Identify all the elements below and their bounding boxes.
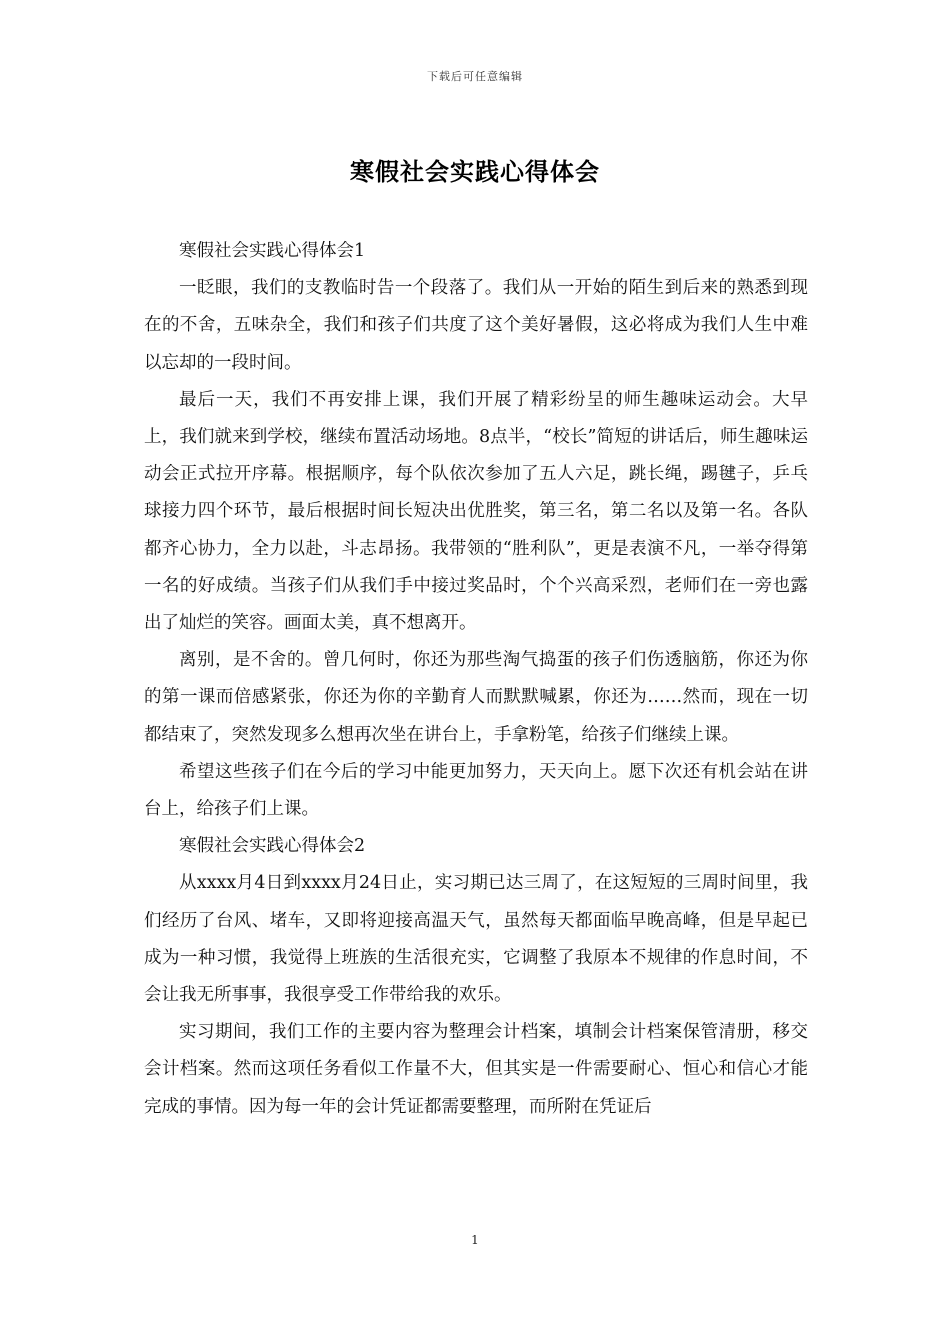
paragraph: 从xxxx月4日到xxxx月24日止，实习期已达三周了，在这短短的三周时间里，我们经历了台风、堵车，又即将迎接高温天气，虽然每天都面临早晚高峰，但是早起已成为一种习惯，我觉得上班族的生活很充实，它调整了我原本不规律的作息时间，不会让我无所事事，我很享受工作带给我的欢乐。 xyxy=(144,873,808,1006)
paragraph: 希望这些孩子们在今后的学习中能更加努力，天天向上。愿下次还有机会站在讲台上，给孩子们上课。 xyxy=(144,761,808,820)
document-title: 寒假社会实践心得体会 xyxy=(350,157,600,186)
header-note: 下载后可任意编辑 xyxy=(427,70,523,83)
paragraph: 离别，是不舍的。曾几何时，你还为那些淘气捣蛋的孩子们伤透脑筋，你还为你的第一课而倍感紧张，你还为你的辛勤育人而默默喊累，你还为……然而，现在一切都结束了，突然发现多么想再次坐在讲台上，手拿粉笔，给孩子们继续上课。 xyxy=(144,650,808,745)
paragraph: 实习期间，我们工作的主要内容为整理会计档案，填制会计档案保管清册，移交会计档案。然而这项任务看似工作量不大，但其实是一件需要耐心、恒心和信心才能完成的事情。因为每一年的会计凭证都需要整理，而所附在凭证后 xyxy=(144,1022,808,1117)
page-number: 1 xyxy=(471,1233,479,1247)
section-heading-1: 寒假社会实践心得体会1 xyxy=(179,241,366,261)
section-heading-2: 寒假社会实践心得体会2 xyxy=(179,836,366,857)
paragraph: 一眨眼，我们的支教临时告一个段落了。我们从一开始的陌生到后来的熟悉到现在的不舍，五味杂全，我们和孩子们共度了这个美好暑假，这必将成为我们人生中难以忘却的一段时间。 xyxy=(144,278,808,373)
paragraph: 最后一天，我们不再安排上课，我们开展了精彩纷呈的师生趣味运动会。大早上，我们就来到学校，继续布置活动场地。8点半，“校长”简短的讲话后，师生趣味运动会正式拉开序幕。根据顺序，每个队依次参加了五人六足，跳长绳，踢毽子，乒乓球接力四个环节，最后根据时间长短决出优胜奖，第三名，第二名以及第一名。各队都齐心协力，全力以赴，斗志昂扬。我带领的“胜利队”，更是表演不凡，一举夺得第一名的好成绩。当孩子们从我们手中接过奖品时，个个兴高采烈，老师们在一旁也露出了灿烂的笑容。画面太美，真不想离开。 xyxy=(144,389,808,634)
document-body xyxy=(144,233,808,1126)
